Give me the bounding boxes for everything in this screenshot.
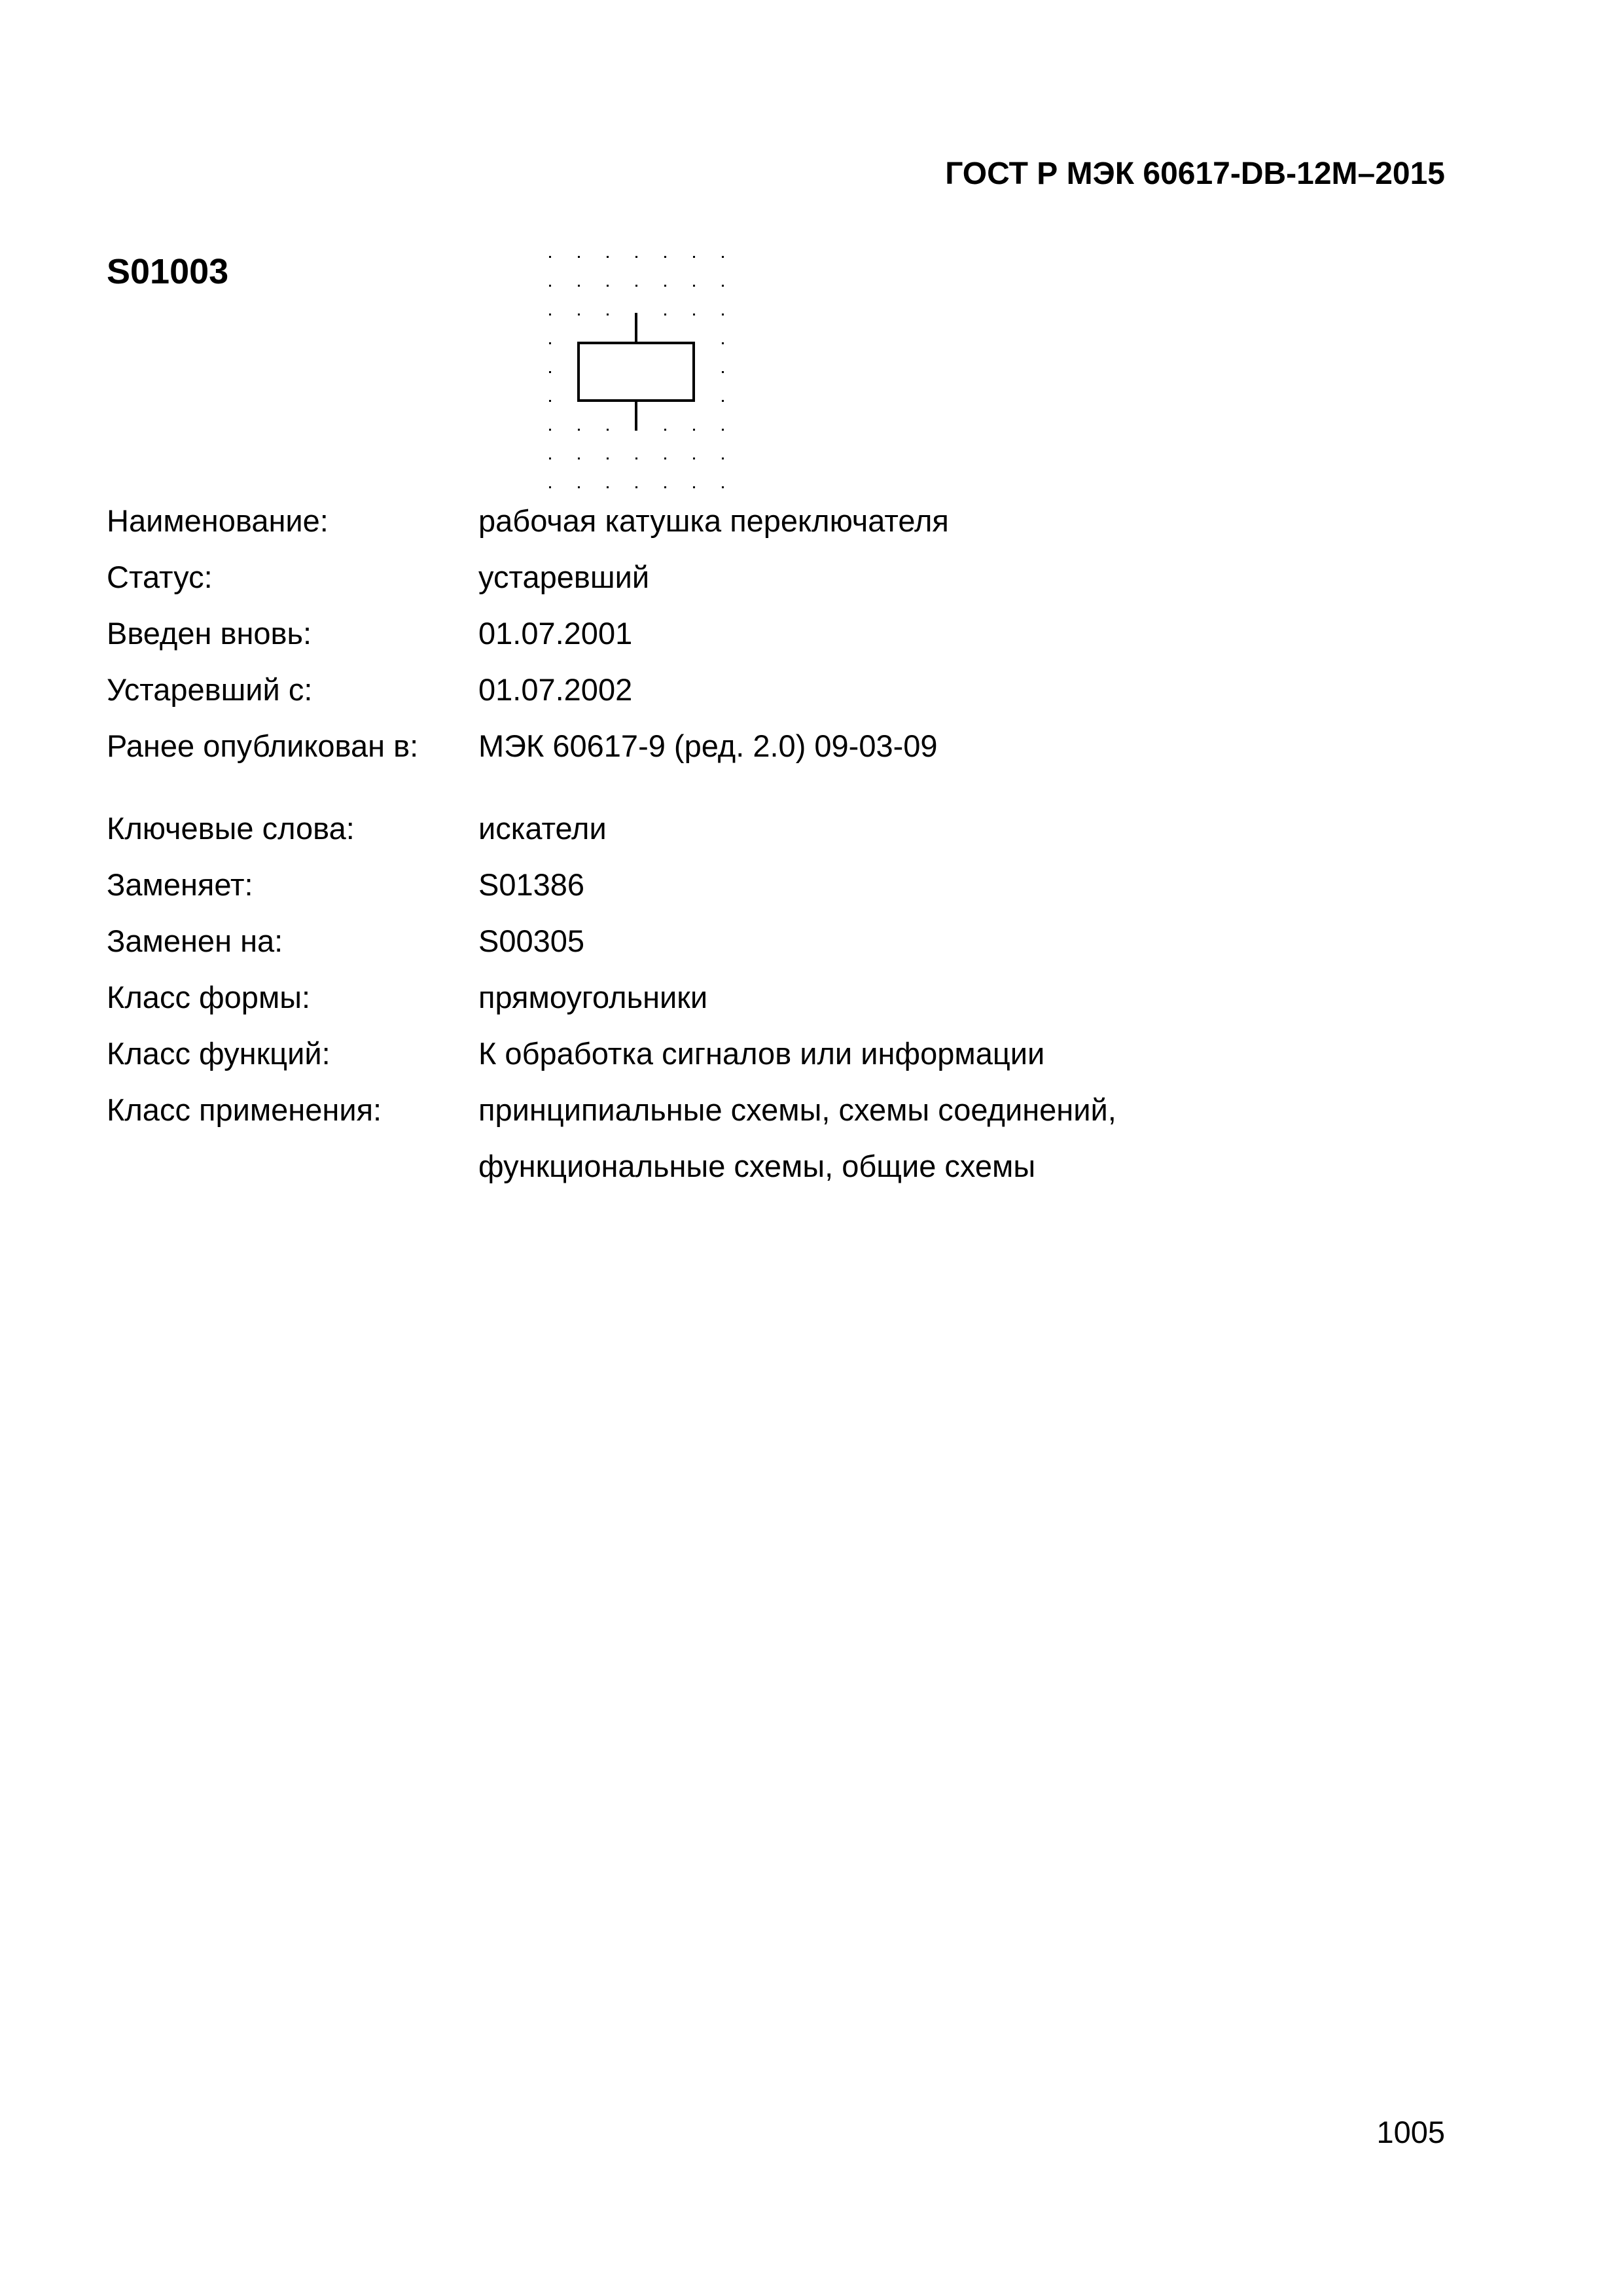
property-value: МЭК 60617-9 (ред. 2.0) 09-03-09 xyxy=(478,728,938,763)
property-row-replaces xyxy=(107,865,584,905)
property-value: К обработка сигналов или информации xyxy=(478,1036,1045,1071)
property-label: Класс применения: xyxy=(107,1092,382,1127)
symbol-id: S01003 xyxy=(107,252,229,291)
property-value: 01.07.2001 xyxy=(478,616,633,651)
property-row-status xyxy=(107,558,649,597)
property-row-previously-published xyxy=(107,726,938,766)
property-label: Наименование: xyxy=(107,503,329,538)
property-value: устаревший xyxy=(478,560,650,594)
property-label: Класс формы: xyxy=(107,980,311,1014)
property-row-keywords xyxy=(107,809,607,848)
property-value: S00305 xyxy=(478,924,585,958)
property-label: Заменяет: xyxy=(107,867,253,902)
dot-grid xyxy=(549,256,724,488)
property-row-introduced xyxy=(107,614,632,653)
property-label: Устаревший с: xyxy=(107,672,313,707)
property-row-application-class-continued xyxy=(107,1147,1035,1186)
property-label: Ключевые слова: xyxy=(107,811,355,846)
property-label: Заменен на: xyxy=(107,924,283,958)
property-value: искатели xyxy=(478,811,607,846)
property-value: рабочая катушка переключателя xyxy=(478,503,949,538)
property-row-function-class xyxy=(107,1034,1044,1073)
property-label: Введен вновь: xyxy=(107,616,312,651)
property-row-name xyxy=(107,501,949,541)
property-row-replaced-by xyxy=(107,922,584,961)
property-value: S01386 xyxy=(478,867,585,902)
property-label: Ранее опубликован в: xyxy=(107,728,419,763)
operating-coil-rectangle-icon xyxy=(537,243,746,492)
property-row-application-class xyxy=(107,1090,1116,1130)
standard-code: ГОСТ Р МЭК 60617-DB-12M–2015 xyxy=(945,156,1445,191)
property-row-obsolete-since xyxy=(107,670,632,709)
property-label: Статус: xyxy=(107,560,213,594)
page-number: 1005 xyxy=(1376,2115,1445,2149)
property-value: 01.07.2002 xyxy=(478,672,633,707)
property-value: прямоугольники xyxy=(478,980,708,1014)
property-label: Класс функций: xyxy=(107,1036,330,1071)
property-value: принципиальные схемы, схемы соединений, xyxy=(478,1092,1116,1127)
property-value: функциональные схемы, общие схемы xyxy=(478,1149,1036,1183)
property-row-shape-class xyxy=(107,978,707,1017)
coil-symbol xyxy=(579,313,694,431)
